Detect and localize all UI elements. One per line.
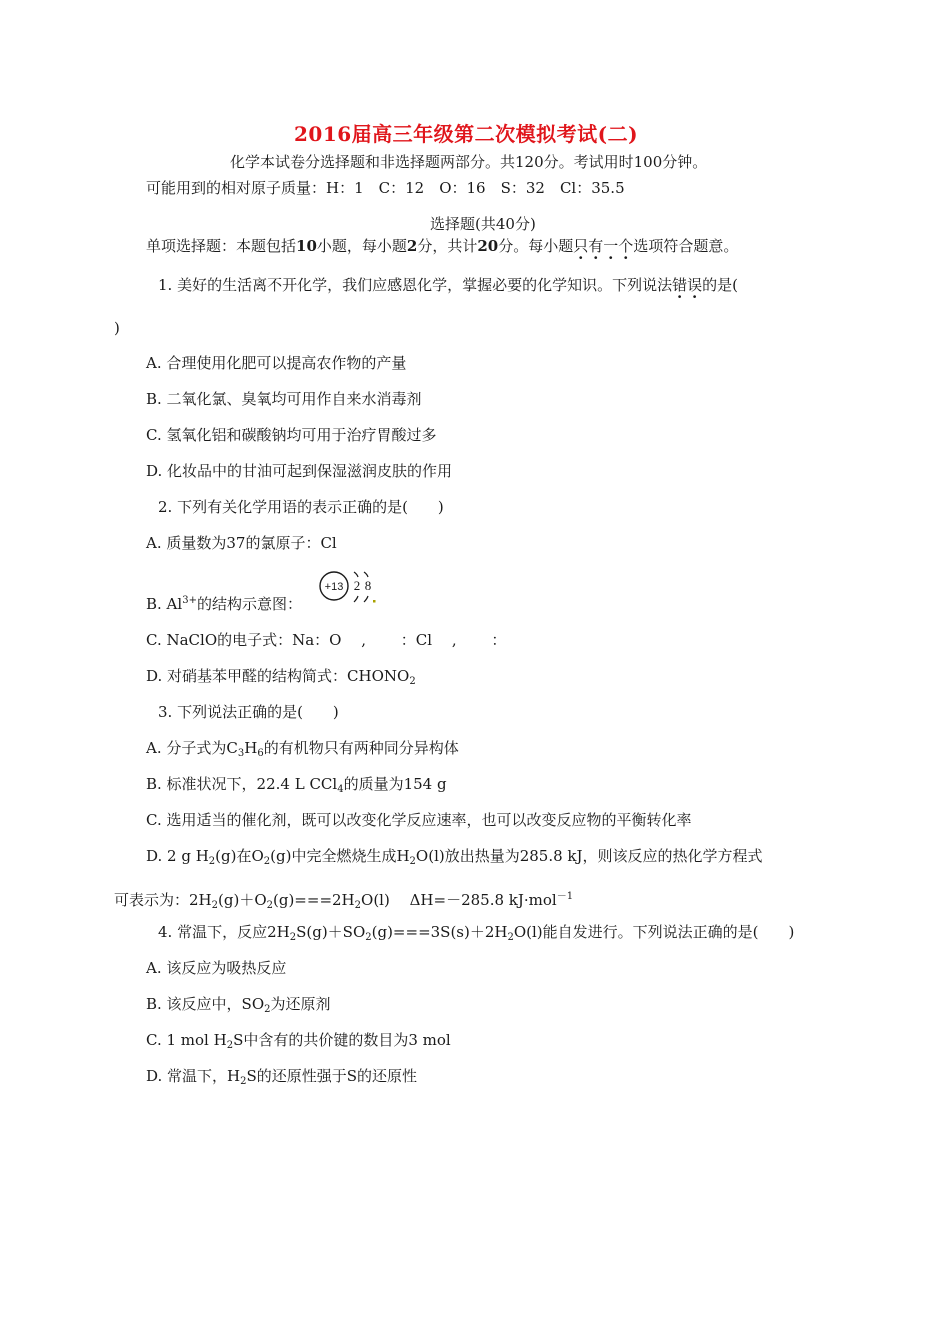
question-2-option-a: A. 质量数为37的氯原子：Cl	[146, 534, 337, 552]
question-1-option-d: D. 化妆品中的甘油可起到保湿滋润皮肤的作用	[146, 462, 453, 480]
question-3-option-c: C. 选用适当的催化剂，既可以改变化学反应速率，也可以改变反应物的平衡转化率	[146, 811, 692, 829]
atom-shell-1-label: 2	[353, 578, 361, 593]
exam-intro: 化学本试卷分选择题和非选择题两部分。共120分。考试用时100分钟。	[230, 153, 708, 171]
question-3-stem: 3. 下列说法正确的是( )	[158, 703, 339, 721]
atom-shell-2-label: 8	[364, 578, 372, 593]
question-4-option-b: B. 该反应中，$SO_2$为还原剂	[146, 995, 331, 1015]
question-2-stem: 2. 下列有关化学用语的表示正确的是( )	[158, 498, 444, 516]
atomic-masses: 可能用到的相对原子质量：H：1 C：12 O：16 S：32 Cl：35.5	[146, 179, 625, 197]
question-2-option-d: D. 对硝基苯甲醛的结构简式：$CHONO_2$	[146, 667, 416, 687]
question-1-close-paren: )	[114, 319, 120, 337]
al-ion-structure-diagram	[316, 568, 382, 608]
question-4-stem: 4. 常温下，反应$2H_2S(g)+SO_2(g)===3S(s)+2H_2O(l)$能自发进行。下列说法正确的是( )	[158, 923, 795, 943]
atom-nucleus-label: +13	[324, 581, 344, 593]
question-2-option-c: C. NaClO的电子式：Na：O , ：Cl , ：	[146, 631, 507, 649]
question-3-option-d: D. 2 g $H_2(g)$在$O_2(g)$中完全燃烧生成$H_2O(l)$放出热量为285.8 kJ，则该反应的热化学方程式	[146, 847, 763, 867]
question-3-option-d-equation: 可表示为：$2H_2(g)+O_2(g)===2H_2O(l)$ ΔH=－285.8 kJ·mol$^{-1}$	[114, 891, 574, 911]
question-4-option-a: A. 该反应为吸热反应	[146, 959, 287, 977]
question-3-option-a: A. 分子式为$C_3H_6$的有机物只有两种同分异构体	[146, 739, 459, 759]
question-4-option-c: C. 1 mol $H_2S$中含有的共价键的数目为3 mol	[146, 1031, 451, 1051]
section-instruction: 单项选择题：本题包括10小题，每小题2分，共计20分。每小题只有一个选项符合题意。	[146, 237, 739, 255]
question-2-option-b: B. $Al^{3+}$的结构示意图：	[146, 595, 302, 613]
question-3-option-b: B. 标准状况下，22.4 L CCl$_4$的质量为154 g	[146, 775, 447, 795]
page-title: 2016届高三年级第二次模拟考试(二)	[294, 122, 639, 146]
question-1-stem: 1. 美好的生活离不开化学，我们应感恩化学，掌握必要的化学知识。下列说法错误的是(	[158, 276, 738, 294]
question-4-option-d: D. 常温下，$H_2S$的还原性强于S的还原性	[146, 1067, 418, 1087]
question-1-option-a: A. 合理使用化肥可以提高农作物的产量	[146, 354, 407, 372]
section-title: 选择题(共40分)	[430, 215, 536, 233]
question-1-option-c: C. 氢氧化铝和碳酸钠均可用于治疗胃酸过多	[146, 426, 437, 444]
question-1-option-b: B. 二氧化氯、臭氧均可用作自来水消毒剂	[146, 390, 422, 408]
